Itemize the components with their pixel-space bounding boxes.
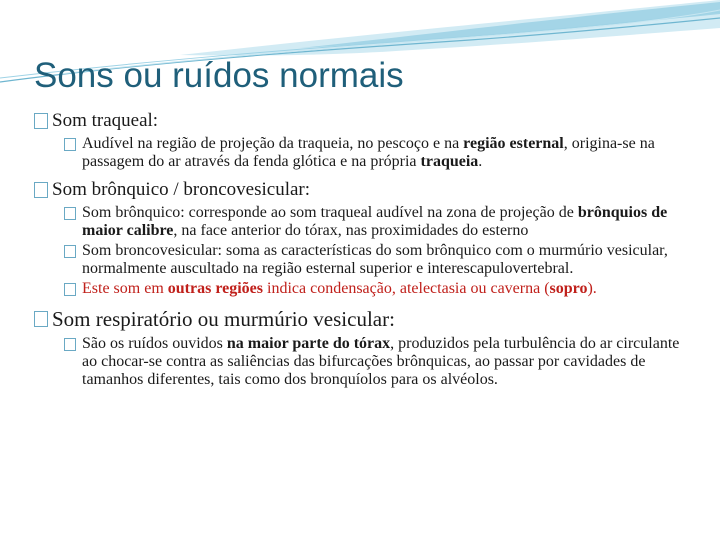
heading-text: Som traqueal:: [52, 110, 159, 131]
list-item-warning: Este som em outras regiões indica condensação, atelectasia ou caverna (sopro).: [64, 280, 684, 298]
section-heading-respiratorio: [34, 308, 684, 331]
heading-text: Som respiratório ou murmúrio vesicular:: [52, 307, 395, 331]
list-item: Audível na região de projeção da traqueia, no pescoço e na região esternal, origina-se na passagem do ar através da fenda glótica e na própria traqueia.: [64, 135, 684, 171]
page-title: Sons ou ruídos normais: [34, 56, 404, 95]
section-heading-traqueal: [34, 110, 684, 131]
square-bullet-icon: [64, 207, 76, 220]
list-item: São os ruídos ouvidos na maior parte do tórax, produzidos pela turbulência do ar circulante ao chocar-se contra as saliências das bifurcações brônquicas, ao passar por cavidades de tamanhos diferentes, tais como dos bronquíolos para os alvéolos.: [64, 335, 684, 389]
square-bullet-icon: [64, 283, 76, 296]
list-item: Som brônquico: corresponde ao som traqueal audível na zona de projeção de brônquios de maior calibre, na face anterior do tórax, nas proximidades do esterno: [64, 204, 684, 240]
square-bullet-icon: [34, 182, 48, 198]
square-bullet-icon: [34, 113, 48, 129]
square-bullet-icon: [64, 138, 76, 151]
section-heading-bronquico: [34, 179, 684, 200]
list-item: Som broncovesicular: soma as características do som brônquico com o murmúrio vesicular, normalmente auscultado na região esternal superior e interescapulovertebral.: [64, 242, 684, 278]
square-bullet-icon: [64, 338, 76, 351]
square-bullet-icon: [64, 245, 76, 258]
slide-body: [34, 110, 684, 391]
square-bullet-icon: [34, 311, 48, 327]
heading-text: Som brônquico / broncovesicular:: [52, 179, 311, 200]
